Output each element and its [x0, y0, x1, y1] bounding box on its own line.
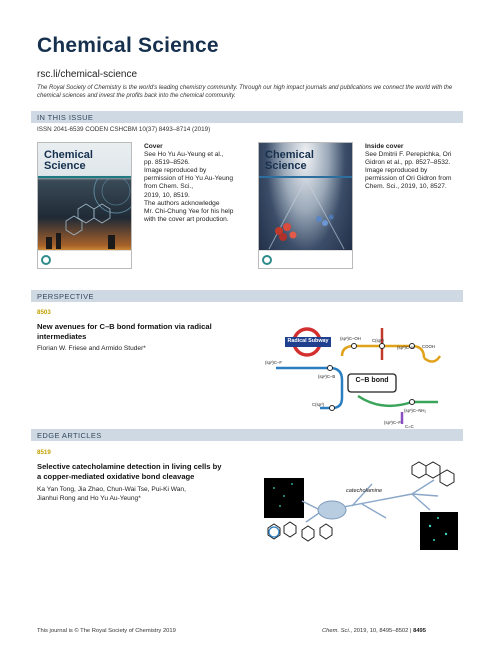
journal-title: Chemical Science — [37, 34, 219, 57]
graphic-label: C(sp³) — [312, 402, 324, 407]
rsc-logo-icon — [41, 255, 51, 265]
article-title[interactable] — [37, 322, 277, 341]
author-line: Jianhui Rong and Ho Yu Au-Yeung* — [37, 494, 141, 502]
cover-journal-name: Chemical Science — [44, 149, 93, 172]
inside-cover-image[interactable] — [258, 142, 353, 269]
cover-heading: Cover — [144, 143, 163, 150]
inside-cover-line: Gidron et al., pp. 8527–8532. — [365, 159, 451, 167]
section-band-perspective — [31, 290, 463, 302]
inside-cover-line: permission of Ori Gidron from — [365, 175, 452, 183]
mission-statement: The Royal Society of Chemistry is the world's leading chemistry community. Through our high impact journals and publications we connect the world with the chemical sciences and invest the profits back into the chemical community. — [37, 85, 453, 99]
inside-cover-journal-name: Chemical Science — [265, 149, 314, 172]
graphic-label: (sp³)C–NH₂ — [404, 408, 427, 413]
article-title[interactable] — [37, 462, 277, 481]
footer-page-number: 8495 — [413, 628, 427, 634]
inside-cover-line: Image reproduced by — [365, 167, 428, 175]
article-title-line[interactable]: New avenues for C–B bond formation via radical — [37, 322, 212, 331]
inside-cover-artwork — [259, 179, 353, 251]
rsc-logo-icon — [262, 255, 272, 265]
section-band-edge-articles — [31, 429, 463, 441]
graphic-label: (sp³)C–OH — [340, 336, 361, 341]
cover-line: 2019, 10, 8519. — [144, 191, 190, 199]
section-label: EDGE ARTICLES — [37, 431, 102, 440]
inside-cover-band — [259, 176, 352, 178]
inside-cover-line: Chem. Sci., 2019, 10, 8527. — [365, 183, 447, 191]
cover-line: Image reproduced by — [144, 167, 207, 175]
cover-line: pp. 8519–8526. — [144, 159, 190, 167]
cb-bond-label: C–B bond — [355, 377, 389, 384]
cover-line: The authors acknowledge — [144, 199, 220, 207]
cover-line: from Chem. Sci., — [144, 183, 194, 191]
cover-footer — [38, 250, 131, 268]
section-label: PERSPECTIVE — [37, 292, 94, 301]
section-band-in-this-issue — [31, 111, 463, 123]
catecholamine-label: catecholamine — [346, 488, 383, 494]
article-authors — [37, 486, 277, 503]
article-page-number[interactable]: 8519 — [37, 449, 51, 456]
radical-subway-graphic — [262, 316, 462, 428]
subway-sign-label: Radical Subway — [287, 338, 329, 344]
graphic-label: COOH — [422, 344, 435, 349]
footer-volume: , 2019, 10, 8495–8502 | — [350, 628, 414, 634]
footer-journal: Chem. Sci. — [322, 628, 351, 634]
author-line: Ka Yan Tong, Jia Zhao, Chun-Wai Tse, Pui-Ki Wan, — [37, 486, 186, 493]
cover-image[interactable] — [37, 142, 132, 269]
cover-line: See Ho Yu Au-Yeung et al., — [144, 151, 224, 159]
journal-url[interactable]: rsc.li/chemical-science — [37, 69, 138, 80]
cover-line: with the cover art production. — [144, 215, 229, 223]
graphic-label: (sp³)C–F — [384, 420, 401, 425]
issn-line: ISSN 2041-6539 CODEN CSHCBM 10(37) 8493–8714 (2019) — [37, 126, 211, 133]
article-page-number[interactable]: 8503 — [37, 309, 51, 316]
cover-band — [38, 176, 131, 178]
article-authors: Florian W. Friese and Armido Studer* — [37, 345, 146, 352]
graphic-label: (sp³)C–H — [397, 345, 415, 350]
graphic-label: (sp³)C–F — [265, 360, 282, 365]
inside-cover-heading: Inside cover — [365, 143, 404, 150]
graphic-label: C(sp²) — [372, 338, 384, 343]
graphic-label: (sp²)C–B — [318, 374, 336, 379]
cover-description — [144, 143, 254, 224]
catecholamine-graphic — [262, 456, 462, 552]
cover-artwork — [38, 179, 132, 251]
footer-copyright: This journal is © The Royal Society of Chemistry 2019 — [37, 628, 176, 634]
footer-citation — [322, 628, 426, 634]
article-title-line[interactable]: a copper-mediated oxidative bond cleavage — [37, 471, 195, 481]
cover-line: permission of Ho Yu Au-Yeung — [144, 175, 234, 183]
inside-cover-description — [365, 143, 485, 192]
inside-cover-footer — [259, 250, 352, 268]
article-title-line[interactable]: Selective catecholamine detection in living cells by — [37, 462, 222, 471]
article-title-line[interactable]: intermediates — [37, 331, 87, 341]
graphic-label: C=C — [405, 424, 414, 429]
section-label: IN THIS ISSUE — [37, 113, 94, 122]
inside-cover-line: See Dmitrii F. Perepichka, Ori — [365, 151, 452, 159]
cover-line: Mr. Chi-Chung Yee for his help — [144, 207, 234, 215]
